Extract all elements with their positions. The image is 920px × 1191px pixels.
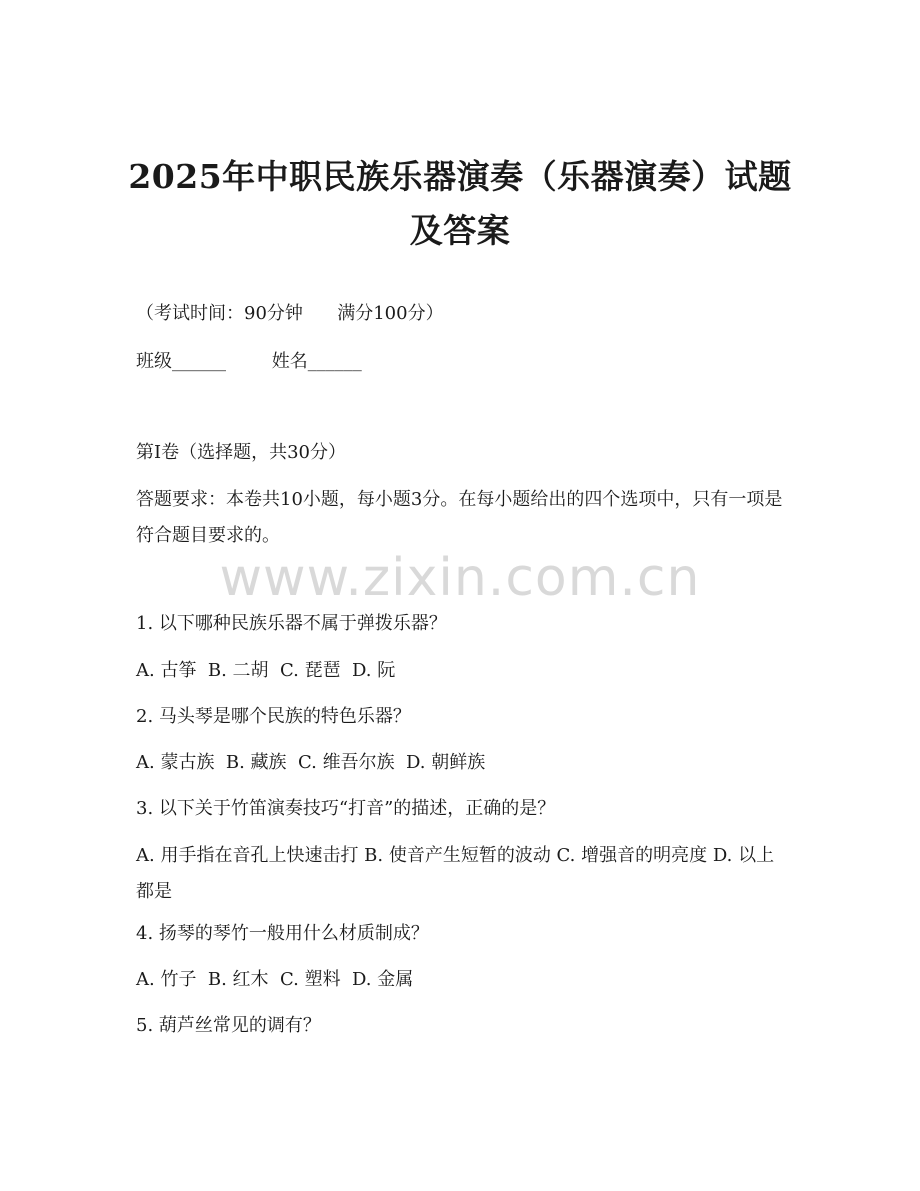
title-line-1: 2025年中职民族乐器演奏（乐器演奏）试题: [128, 157, 792, 196]
question-4-stem: 4. 扬琴的琴竹一般用什么材质制成？: [136, 923, 429, 944]
class-name-fields: 班级______ 姓名______: [136, 351, 362, 372]
section-title: 第I卷（选择题，共30分）: [136, 442, 347, 463]
question-1-options: A. 古筝 B. 二胡 C. 琵琶 D. 阮: [136, 660, 396, 681]
instructions: 答题要求：本卷共10小题，每小题3分。在每小题给出的四个选项中，只有一项是符合题目要求的。: [136, 489, 783, 546]
question-1-stem: 1. 以下哪种民族乐器不属于弹拨乐器？: [136, 613, 447, 634]
exam-info: （考试时间：90分钟 满分100分）: [136, 303, 444, 324]
title-line-2: 及答案: [409, 211, 511, 250]
document-title: [120, 150, 800, 258]
question-3-stem: 3. 以下关于竹笛演奏技巧“打音”的描述，正确的是？: [136, 798, 556, 819]
question-5-stem: 5. 葫芦丝常见的调有？: [136, 1015, 321, 1036]
question-3-options: A. 用手指在音孔上快速击打 B. 使音产生短暂的波动 C. 增强音的明亮度 D. 以上都是: [136, 845, 775, 902]
question-2-stem: 2. 马头琴是哪个民族的特色乐器？: [136, 706, 411, 727]
watermark: www.zixin.com.cn: [219, 548, 701, 608]
question-2-options: A. 蒙古族 B. 藏族 C. 维吾尔族 D. 朝鲜族: [136, 752, 486, 773]
question-4-options: A. 竹子 B. 红木 C. 塑料 D. 金属: [136, 969, 414, 990]
